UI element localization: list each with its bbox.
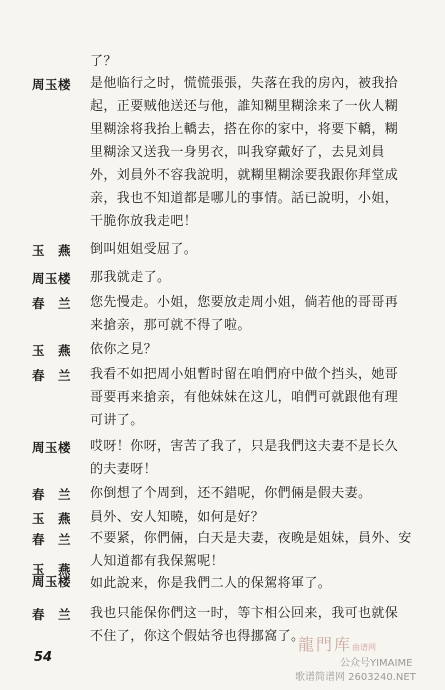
speech-line: 那我就走了。 (90, 270, 171, 285)
speech-line: 人知道都有我保駕呢！ (90, 554, 225, 569)
watermark-logo-text: 龍門库 (298, 635, 353, 654)
speech-line: 里糊涂将我抬上轎去，搭在你的家中，将要下轎，糊 (90, 122, 399, 137)
speaker-name: 玉 燕 (32, 511, 72, 526)
speaker-name (32, 564, 84, 588)
speech-line: 哥要再来搶亲，有他妹妹在这儿，咱們可就跟他有理 (90, 390, 399, 405)
speech-line: 亲，我也不知道都是哪儿的事情。話已說明，小姐， (90, 191, 399, 206)
speech-line: 依你之見？ (90, 342, 158, 357)
speech-line: 我看不如把周小姐暫时留在咱們府中做个挡头，她哥 (90, 367, 399, 382)
speech-text (90, 338, 415, 361)
speech-line: 不住了，你这个假姑爷也得挪窩了。 (90, 629, 305, 644)
speech-line: 哎呀！你呀，害苦了我了，只是我們这夫妻不是长久 (90, 439, 399, 454)
speech-line: 員外、安人知曉，如何是好？ (90, 510, 265, 525)
speech-line: 外，刘員外不容我說明，就糊里糊涂要我跟你拜堂成 (90, 168, 399, 183)
speech-text (90, 435, 415, 481)
speaker-name: 玉 燕 (32, 343, 72, 358)
watermark-caption: 歌谱简谱网 2603240.NET (295, 672, 416, 683)
speech-text (90, 527, 415, 573)
page-number: 54 (34, 650, 53, 665)
speech-line: 来搶亲，那可就不得了啦。 (90, 318, 251, 333)
speech-line: 起，正要贼他送还与他，誰知糊里糊涂来了一伙人糊 (90, 99, 399, 114)
speech-line: 你倒想了个周到，还不錯呢，你們倆是假夫妻。 (90, 486, 372, 501)
watermark-logo-small: 曲谱网 (352, 643, 377, 652)
speech-line: 干脆你放我走吧！ (90, 214, 198, 229)
speaker-name: 春 兰 (32, 296, 72, 311)
speaker-name: 春 兰 (32, 532, 72, 547)
speech-text (90, 363, 415, 432)
watermark-logo (298, 632, 376, 655)
speech-text (90, 72, 415, 233)
speech-line: 可讲了。 (90, 413, 144, 428)
speech-line: 倒叫姐姐受屈了。 (90, 242, 198, 257)
speaker-name-part: 玉 燕 (32, 562, 72, 577)
speaker-name: 周玉楼 (32, 440, 72, 455)
speaker-name-part: 周玉楼 (32, 574, 72, 589)
watermark-site: 公众号YIMAIME (340, 658, 413, 669)
speaker-name: 春 兰 (32, 487, 72, 502)
speech-text (90, 291, 415, 337)
speaker-name: 周玉楼 (32, 77, 72, 92)
speaker-name: 春 兰 (32, 368, 72, 383)
speech-line: 您先慢走。小姐，您要放走周小姐，倘若他的哥哥再 (90, 295, 399, 310)
speech-line: 的夫妻呀！ (90, 462, 158, 477)
speech-line: 我也只能保你們这一时，等卞相公回来，我可也就保 (90, 606, 399, 621)
speech-text (90, 266, 415, 289)
speech-text (90, 238, 415, 261)
speech-text (90, 482, 415, 505)
speech-line: 里糊涂又送我一身男衣，叫我穿戴好了，去見刘員 (90, 145, 385, 160)
speaker-name: 春 兰 (32, 607, 72, 622)
speaker-name: 周玉楼 (32, 271, 72, 286)
speech-line: 如此說来，你是我們二人的保駕将軍了。 (90, 576, 332, 591)
speaker-name: 玉 燕 (32, 243, 72, 258)
continued-line: 了？ (90, 54, 118, 69)
speech-text (90, 506, 415, 529)
speech-line: 不要紧，你們倆，白天是夫妻，夜晚是姐妹，員外、安 (90, 531, 412, 546)
speech-text (90, 572, 415, 595)
speech-line: 是他临行之时，慌慌張張，失落在我的房內，被我拾 (90, 76, 399, 91)
